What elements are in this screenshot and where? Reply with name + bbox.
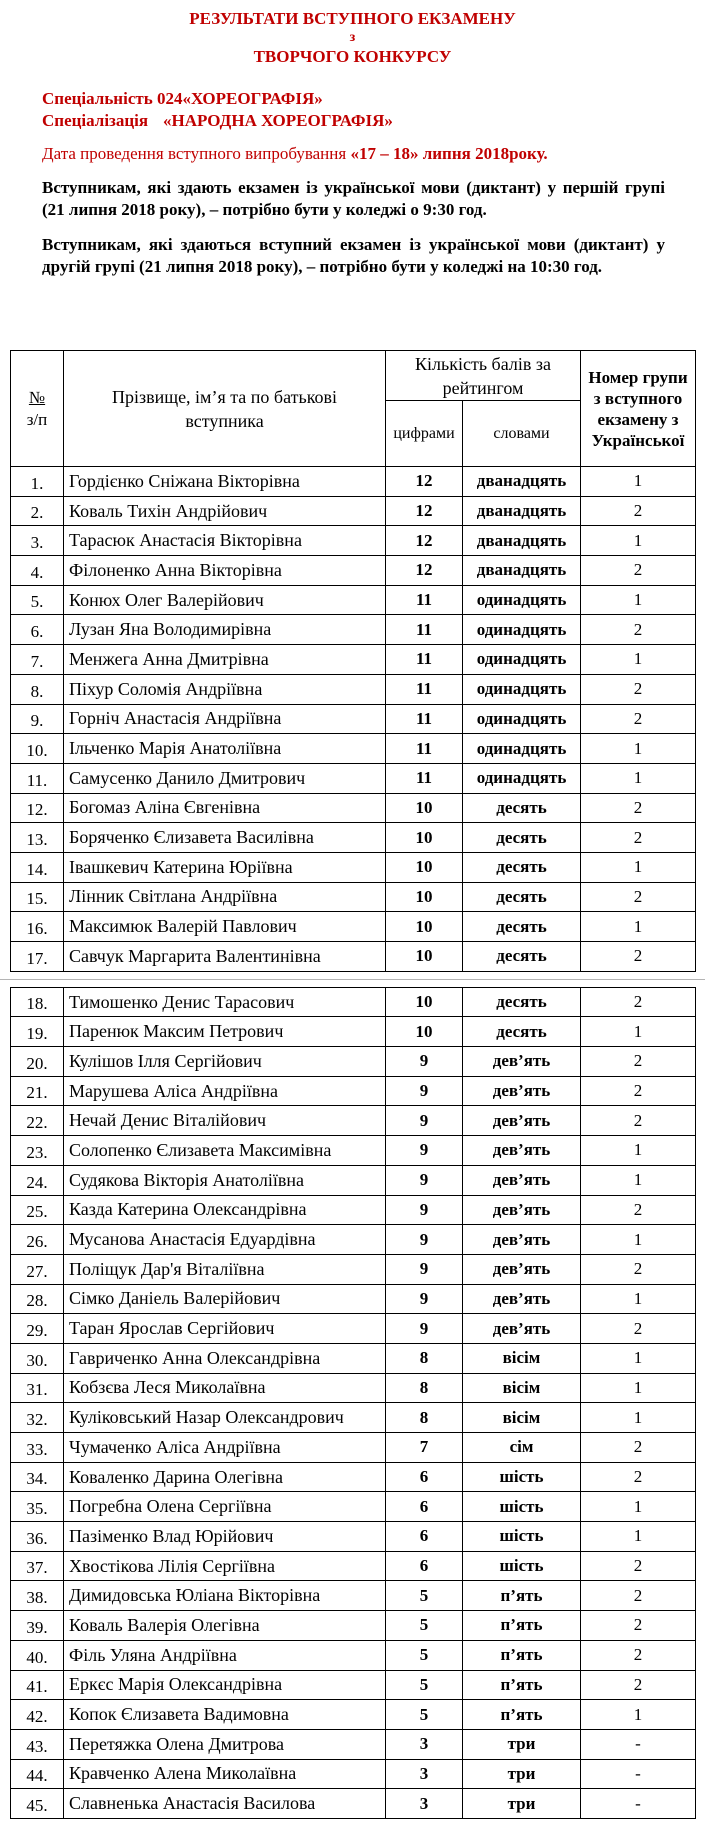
exam-group-cell: 2 [581, 1195, 696, 1225]
score-digits-cell: 11 [386, 645, 463, 675]
title-line-3: ТВОРЧОГО КОНКУРСУ [253, 47, 452, 66]
score-words-cell: дванадцять [463, 556, 581, 586]
exam-group-cell: 2 [581, 1254, 696, 1284]
exam-group-cell: 2 [581, 793, 696, 823]
table-row [11, 1581, 696, 1611]
score-words-cell: дев’ять [463, 1225, 581, 1255]
score-words-cell: сім [463, 1433, 581, 1463]
row-number-cell: 11. [11, 763, 64, 793]
applicant-name-cell: Димидовська Юліана Вікторівна [64, 1581, 386, 1611]
score-digits-cell: 9 [386, 1047, 463, 1077]
applicant-name-cell: Гордієнко Сніжана Вікторівна [64, 467, 386, 497]
table-row [11, 793, 696, 823]
header-row-number [11, 351, 64, 467]
table-row [11, 1759, 696, 1789]
score-words-cell: десять [463, 912, 581, 942]
table-row [11, 585, 696, 615]
table-row [11, 1670, 696, 1700]
instruction-paragraph-2: Вступникам, які здаються вступний екзамен із української мови (диктант) у другій групі (21 липня 2018 року), – потрібно бути у коледжі на 10:30 год. [42, 235, 665, 276]
row-number-cell: 24. [11, 1165, 64, 1195]
table-row [11, 1047, 696, 1077]
exam-group-cell: 1 [581, 1225, 696, 1255]
row-number-cell: 30. [11, 1343, 64, 1373]
applicant-name-cell: Богомаз Аліна Євгенівна [64, 793, 386, 823]
score-words-cell: дев’ять [463, 1314, 581, 1344]
table-row [11, 1284, 696, 1314]
exam-date-prefix: Дата проведення вступного випробування [42, 144, 347, 163]
score-words-cell: п’ять [463, 1581, 581, 1611]
table-row [11, 1492, 696, 1522]
applicant-name-cell: Гавриченко Анна Олександрівна [64, 1343, 386, 1373]
table-row [11, 1789, 696, 1819]
exam-group-cell: 2 [581, 1581, 696, 1611]
exam-group-cell: 2 [581, 704, 696, 734]
row-number-cell: 41. [11, 1670, 64, 1700]
applicant-name-cell: Філоненко Анна Вікторівна [64, 556, 386, 586]
score-words-cell: дев’ять [463, 1076, 581, 1106]
exam-group-cell: 1 [581, 1373, 696, 1403]
row-number-cell: 26. [11, 1225, 64, 1255]
score-digits-cell: 11 [386, 615, 463, 645]
table-row [11, 1403, 696, 1433]
score-digits-cell: 6 [386, 1462, 463, 1492]
table-row [11, 615, 696, 645]
applicant-name-cell: Лінник Світлана Андріївна [64, 882, 386, 912]
row-number-cell: 2. [11, 496, 64, 526]
applicant-name-cell: Куліковський Назар Олександрович [64, 1403, 386, 1433]
exam-group-cell: 1 [581, 763, 696, 793]
exam-group-cell: 1 [581, 645, 696, 675]
score-digits-cell: 12 [386, 556, 463, 586]
row-number-cell: 43. [11, 1729, 64, 1759]
applicant-name-cell: Кравченко Алена Миколаївна [64, 1759, 386, 1789]
row-number-cell: 13. [11, 823, 64, 853]
exam-group-cell: 1 [581, 912, 696, 942]
applicant-name-cell: Коваль Валерія Олегівна [64, 1611, 386, 1641]
row-number-cell: 42. [11, 1700, 64, 1730]
results-table-page-2 [10, 987, 696, 1819]
exam-group-cell: 2 [581, 942, 696, 972]
row-number-cell: 25. [11, 1195, 64, 1225]
table-row [11, 1522, 696, 1552]
table-row [11, 912, 696, 942]
row-number-cell: 31. [11, 1373, 64, 1403]
applicant-name-cell: Кулішов Ілля Сергійович [64, 1047, 386, 1077]
header-number-symbol: № [28, 387, 46, 407]
score-digits-cell: 10 [386, 852, 463, 882]
specialty-value: «ХОРЕОГРАФІЯ» [182, 89, 323, 108]
table-row [11, 496, 696, 526]
exam-group-cell: 2 [581, 823, 696, 853]
applicant-name-cell: Лузан Яна Володимирівна [64, 615, 386, 645]
applicant-name-cell: Марушева Аліса Андріївна [64, 1076, 386, 1106]
applicant-name-cell: Тимошенко Денис Тарасович [64, 987, 386, 1017]
row-number-cell: 10. [11, 734, 64, 764]
score-digits-cell: 10 [386, 1017, 463, 1047]
table-row [11, 823, 696, 853]
applicant-name-cell: Менжега Анна Дмитрівна [64, 645, 386, 675]
score-digits-cell: 5 [386, 1640, 463, 1670]
row-number-cell: 23. [11, 1136, 64, 1166]
table-row [11, 1433, 696, 1463]
table-row [11, 1165, 696, 1195]
applicant-name-cell: Савчук Маргарита Валентинівна [64, 942, 386, 972]
row-number-cell: 16. [11, 912, 64, 942]
score-digits-cell: 12 [386, 496, 463, 526]
score-digits-cell: 9 [386, 1136, 463, 1166]
score-digits-cell: 12 [386, 467, 463, 497]
specialization-line [42, 110, 665, 132]
score-words-cell: п’ять [463, 1611, 581, 1641]
score-words-cell: шість [463, 1462, 581, 1492]
exam-group-cell: 1 [581, 1403, 696, 1433]
score-words-cell: дванадцять [463, 467, 581, 497]
score-digits-cell: 8 [386, 1403, 463, 1433]
score-words-cell: шість [463, 1492, 581, 1522]
table-row [11, 645, 696, 675]
score-digits-cell: 11 [386, 674, 463, 704]
score-words-cell: дев’ять [463, 1136, 581, 1166]
applicant-name-cell: Ільченко Марія Анатоліївна [64, 734, 386, 764]
row-number-cell: 6. [11, 615, 64, 645]
table-row [11, 1343, 696, 1373]
applicant-name-cell: Еркєс Марія Олександрівна [64, 1670, 386, 1700]
score-digits-cell: 6 [386, 1492, 463, 1522]
applicant-name-cell: Нечай Денис Віталійович [64, 1106, 386, 1136]
specialization-value: «НАРОДНА ХОРЕОГРАФІЯ» [163, 111, 393, 130]
applicant-name-cell: Коваленко Дарина Олегівна [64, 1462, 386, 1492]
applicant-name-cell: Боряченко Єлизавета Василівна [64, 823, 386, 853]
specialization-label: Спеціалізація [42, 111, 149, 130]
row-number-cell: 4. [11, 556, 64, 586]
score-digits-cell: 8 [386, 1343, 463, 1373]
table-row [11, 1017, 696, 1047]
applicant-name-cell: Конюх Олег Валерійович [64, 585, 386, 615]
applicant-name-cell: Хвостікова Лілія Сергіївна [64, 1551, 386, 1581]
row-number-cell: 20. [11, 1047, 64, 1077]
row-number-cell: 34. [11, 1462, 64, 1492]
header-exam-group: Номер групи з вступного екзамену з Української [581, 351, 696, 467]
score-digits-cell: 10 [386, 882, 463, 912]
applicant-name-cell: Чумаченко Аліса Андріївна [64, 1433, 386, 1463]
score-words-cell: вісім [463, 1373, 581, 1403]
score-words-cell: дванадцять [463, 526, 581, 556]
table-row [11, 1076, 696, 1106]
table-row [11, 763, 696, 793]
table-row [11, 674, 696, 704]
document-title [0, 8, 705, 68]
table-row [11, 1462, 696, 1492]
score-words-cell: одинадцять [463, 615, 581, 645]
exam-group-cell: 2 [581, 615, 696, 645]
exam-group-cell: 1 [581, 1700, 696, 1730]
score-words-cell: вісім [463, 1343, 581, 1373]
specialty-label: Спеціальність 024 [42, 89, 183, 108]
score-digits-cell: 11 [386, 763, 463, 793]
exam-group-cell: 2 [581, 1462, 696, 1492]
score-words-cell: три [463, 1729, 581, 1759]
exam-group-cell: 2 [581, 987, 696, 1017]
score-digits-cell: 6 [386, 1522, 463, 1552]
row-number-cell: 8. [11, 674, 64, 704]
exam-group-cell: 2 [581, 1076, 696, 1106]
score-words-cell: одинадцять [463, 763, 581, 793]
row-number-cell: 38. [11, 1581, 64, 1611]
title-line-2: з [349, 30, 356, 45]
exam-group-cell: 2 [581, 1106, 696, 1136]
applicant-name-cell: Мусанова Анастасія Едуардівна [64, 1225, 386, 1255]
score-words-cell: три [463, 1759, 581, 1789]
score-digits-cell: 10 [386, 912, 463, 942]
exam-group-cell: 1 [581, 526, 696, 556]
exam-group-cell: 1 [581, 852, 696, 882]
specialty-block [42, 88, 665, 132]
score-digits-cell: 3 [386, 1759, 463, 1789]
table-row [11, 1551, 696, 1581]
header-number-sub: з/п [26, 409, 48, 429]
table-row [11, 704, 696, 734]
header-applicant-name: Прізвище, ім’я та по батькові вступника [64, 351, 386, 467]
row-number-cell: 35. [11, 1492, 64, 1522]
score-words-cell: десять [463, 987, 581, 1017]
score-words-cell: одинадцять [463, 734, 581, 764]
applicant-name-cell: Сімко Даніель Валерійович [64, 1284, 386, 1314]
score-digits-cell: 10 [386, 987, 463, 1017]
row-number-cell: 1. [11, 467, 64, 497]
exam-group-cell: 1 [581, 1492, 696, 1522]
applicant-name-cell: Тарасюк Анастасія Вікторівна [64, 526, 386, 556]
table-row [11, 1611, 696, 1641]
header-score-group: Кількість балів за рейтингом [386, 351, 581, 401]
table-row [11, 987, 696, 1017]
title-line-1: РЕЗУЛЬТАТИ ВСТУПНОГО ЕКЗАМЕНУ [189, 9, 516, 28]
table-row [11, 942, 696, 972]
exam-group-cell: 2 [581, 674, 696, 704]
score-digits-cell: 9 [386, 1106, 463, 1136]
row-number-cell: 45. [11, 1789, 64, 1819]
score-words-cell: п’ять [463, 1700, 581, 1730]
score-digits-cell: 5 [386, 1581, 463, 1611]
applicant-name-cell: Паренюк Максим Петрович [64, 1017, 386, 1047]
applicant-name-cell: Коваль Тихін Андрійович [64, 496, 386, 526]
score-words-cell: десять [463, 793, 581, 823]
score-digits-cell: 7 [386, 1433, 463, 1463]
score-words-cell: одинадцять [463, 585, 581, 615]
row-number-cell: 36. [11, 1522, 64, 1552]
score-digits-cell: 11 [386, 704, 463, 734]
instruction-paragraph-1: Вступникам, які здають екзамен із української мови (диктант) у першій групі (21 липня 2018 року), – потрібно бути у коледжі о 9:30 год. [42, 178, 665, 219]
exam-group-cell: 2 [581, 1551, 696, 1581]
table-row [11, 1373, 696, 1403]
row-number-cell: 3. [11, 526, 64, 556]
row-number-cell: 39. [11, 1611, 64, 1641]
row-number-cell: 17. [11, 942, 64, 972]
score-words-cell: дев’ять [463, 1106, 581, 1136]
table-row [11, 1195, 696, 1225]
applicant-name-cell: Перетяжка Олена Дмитрова [64, 1729, 386, 1759]
score-words-cell: одинадцять [463, 645, 581, 675]
score-digits-cell: 5 [386, 1611, 463, 1641]
score-words-cell: одинадцять [463, 704, 581, 734]
applicant-name-cell: Філь Уляна Андріївна [64, 1640, 386, 1670]
exam-group-cell: 2 [581, 556, 696, 586]
header-score-words: словами [463, 401, 581, 467]
exam-date-line [42, 143, 665, 165]
score-words-cell: п’ять [463, 1670, 581, 1700]
applicant-name-cell: Кобзєва Леся Миколаївна [64, 1373, 386, 1403]
score-digits-cell: 11 [386, 734, 463, 764]
row-number-cell: 44. [11, 1759, 64, 1789]
exam-group-cell: 1 [581, 1284, 696, 1314]
score-words-cell: десять [463, 1017, 581, 1047]
applicant-name-cell: Солопенко Єлизавета Максимівна [64, 1136, 386, 1166]
row-number-cell: 19. [11, 1017, 64, 1047]
score-words-cell: дев’ять [463, 1284, 581, 1314]
table-row [11, 1136, 696, 1166]
applicant-name-cell: Максимюк Валерій Павлович [64, 912, 386, 942]
score-words-cell: дев’ять [463, 1047, 581, 1077]
score-digits-cell: 5 [386, 1670, 463, 1700]
row-number-cell: 14. [11, 852, 64, 882]
table-header-row [11, 351, 696, 401]
row-number-cell: 33. [11, 1433, 64, 1463]
score-words-cell: десять [463, 942, 581, 972]
exam-group-cell: - [581, 1789, 696, 1819]
score-words-cell: дванадцять [463, 496, 581, 526]
score-digits-cell: 9 [386, 1314, 463, 1344]
applicant-name-cell: Пазіменко Влад Юрійович [64, 1522, 386, 1552]
specialty-line [42, 88, 665, 110]
row-number-cell: 37. [11, 1551, 64, 1581]
score-words-cell: десять [463, 823, 581, 853]
table-row [11, 1225, 696, 1255]
score-digits-cell: 9 [386, 1165, 463, 1195]
score-digits-cell: 5 [386, 1700, 463, 1730]
exam-group-cell: 1 [581, 1165, 696, 1195]
score-digits-cell: 9 [386, 1225, 463, 1255]
applicant-name-cell: Погребна Олена Сергіївна [64, 1492, 386, 1522]
header-score-digits: цифрами [386, 401, 463, 467]
table-row [11, 1106, 696, 1136]
score-digits-cell: 10 [386, 793, 463, 823]
exam-group-cell: 1 [581, 1017, 696, 1047]
table-row [11, 734, 696, 764]
row-number-cell: 28. [11, 1284, 64, 1314]
applicant-name-cell: Піхур Соломія Андріївна [64, 674, 386, 704]
exam-date-value: «17 – 18» липня 2018року. [350, 144, 548, 163]
table-row [11, 526, 696, 556]
table-row [11, 882, 696, 912]
row-number-cell: 18. [11, 987, 64, 1017]
applicant-name-cell: Судякова Вікторія Анатоліївна [64, 1165, 386, 1195]
table-row [11, 1640, 696, 1670]
score-words-cell: одинадцять [463, 674, 581, 704]
exam-group-cell: 1 [581, 467, 696, 497]
exam-group-cell: 1 [581, 734, 696, 764]
row-number-cell: 32. [11, 1403, 64, 1433]
exam-group-cell: 2 [581, 1670, 696, 1700]
score-digits-cell: 9 [386, 1195, 463, 1225]
applicant-name-cell: Казда Катерина Олександрівна [64, 1195, 386, 1225]
score-words-cell: дев’ять [463, 1195, 581, 1225]
score-words-cell: три [463, 1789, 581, 1819]
exam-group-cell: 2 [581, 1047, 696, 1077]
score-digits-cell: 12 [386, 526, 463, 556]
row-number-cell: 27. [11, 1254, 64, 1284]
table-row [11, 852, 696, 882]
applicant-name-cell: Самусенко Данило Дмитрович [64, 763, 386, 793]
score-words-cell: п’ять [463, 1640, 581, 1670]
score-digits-cell: 8 [386, 1373, 463, 1403]
table-row [11, 1729, 696, 1759]
score-digits-cell: 9 [386, 1076, 463, 1106]
score-words-cell: дев’ять [463, 1254, 581, 1284]
table-row [11, 467, 696, 497]
row-number-cell: 21. [11, 1076, 64, 1106]
row-number-cell: 9. [11, 704, 64, 734]
score-words-cell: вісім [463, 1403, 581, 1433]
applicant-name-cell: Івашкевич Катерина Юріївна [64, 852, 386, 882]
table-row [11, 556, 696, 586]
exam-group-cell: 2 [581, 1314, 696, 1344]
exam-group-cell: 2 [581, 1640, 696, 1670]
score-digits-cell: 10 [386, 823, 463, 853]
exam-group-cell: 2 [581, 882, 696, 912]
exam-group-cell: 1 [581, 1136, 696, 1166]
exam-group-cell: - [581, 1759, 696, 1789]
score-digits-cell: 11 [386, 585, 463, 615]
row-number-cell: 7. [11, 645, 64, 675]
row-number-cell: 29. [11, 1314, 64, 1344]
score-digits-cell: 9 [386, 1254, 463, 1284]
row-number-cell: 15. [11, 882, 64, 912]
score-digits-cell: 10 [386, 942, 463, 972]
row-number-cell: 40. [11, 1640, 64, 1670]
exam-group-cell: 2 [581, 496, 696, 526]
applicant-name-cell: Копок Єлизавета Вадимовна [64, 1700, 386, 1730]
applicant-name-cell: Таран Ярослав Сергійович [64, 1314, 386, 1344]
table-row [11, 1254, 696, 1284]
score-digits-cell: 3 [386, 1729, 463, 1759]
row-number-cell: 5. [11, 585, 64, 615]
exam-group-cell: - [581, 1729, 696, 1759]
applicant-name-cell: Поліщук Дар'я Віталіївна [64, 1254, 386, 1284]
score-words-cell: десять [463, 852, 581, 882]
score-words-cell: дев’ять [463, 1165, 581, 1195]
table-row [11, 1314, 696, 1344]
row-number-cell: 22. [11, 1106, 64, 1136]
page-break-line [0, 972, 705, 987]
table-row [11, 1700, 696, 1730]
score-words-cell: шість [463, 1522, 581, 1552]
score-words-cell: шість [463, 1551, 581, 1581]
score-digits-cell: 6 [386, 1551, 463, 1581]
applicant-name-cell: Горніч Анастасія Андріївна [64, 704, 386, 734]
score-words-cell: десять [463, 882, 581, 912]
score-digits-cell: 9 [386, 1284, 463, 1314]
applicant-name-cell: Славненька Анастасія Василова [64, 1789, 386, 1819]
exam-group-cell: 1 [581, 1522, 696, 1552]
exam-group-cell: 2 [581, 1611, 696, 1641]
score-digits-cell: 3 [386, 1789, 463, 1819]
exam-group-cell: 1 [581, 1343, 696, 1373]
results-table-page-1 [10, 350, 696, 972]
row-number-cell: 12. [11, 793, 64, 823]
exam-group-cell: 1 [581, 585, 696, 615]
exam-group-cell: 2 [581, 1433, 696, 1463]
